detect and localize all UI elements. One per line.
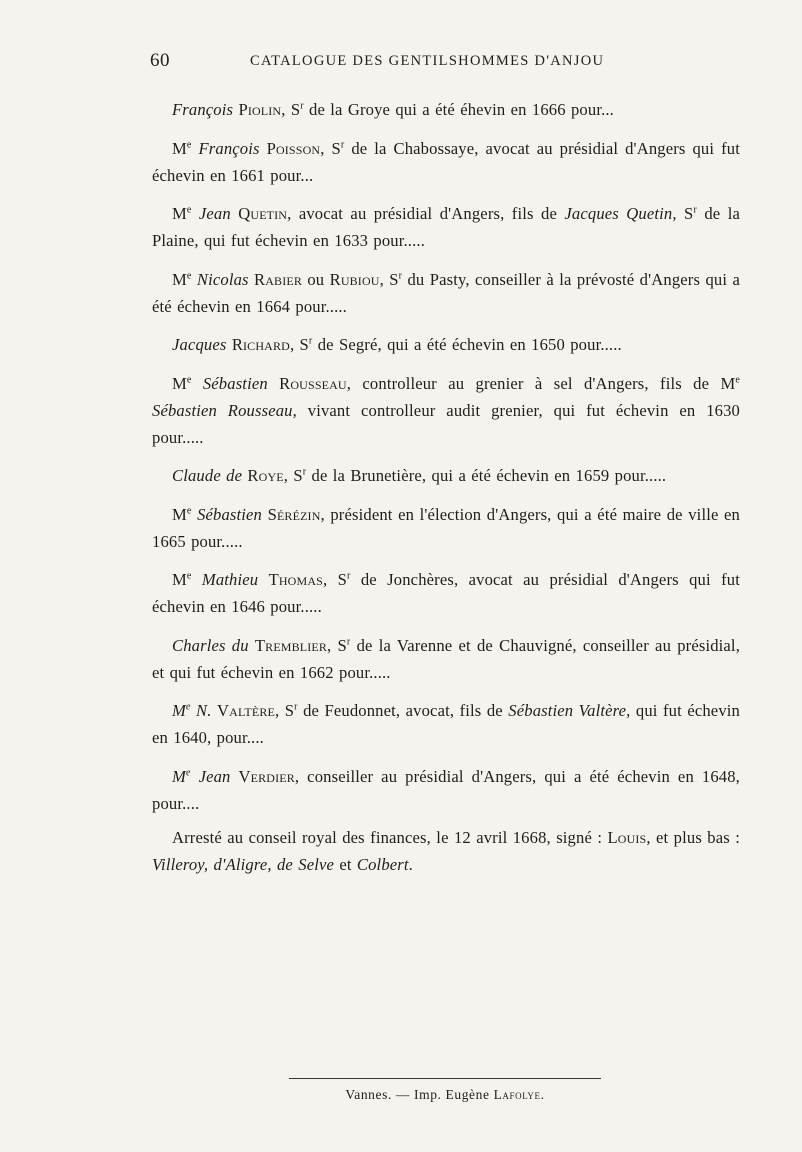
text: , S [320, 138, 341, 158]
given-name: François [198, 138, 260, 158]
surname: Roye [247, 466, 284, 485]
closing-statement [152, 824, 740, 878]
text: M [172, 504, 187, 524]
text [192, 374, 203, 393]
given-name: N. [196, 701, 212, 720]
text: M [172, 269, 187, 289]
given-name: Sébastien [197, 504, 263, 524]
text: de la Brunetière, qui a été échevin en 1659 pour..... [306, 466, 667, 485]
text: , S [281, 100, 301, 119]
entry-rabier [152, 266, 740, 320]
italic-name: Sébastien Rousseau, [152, 400, 297, 420]
running-title: CATALOGUE DES GENTILSHOMMES D'ANJOU [250, 53, 605, 69]
co-signatories: Villeroy, d'Aligre, de Selve [152, 855, 335, 874]
text [192, 570, 202, 589]
text: , et plus bas : [646, 828, 740, 847]
text: , S [322, 570, 348, 589]
text [191, 767, 199, 786]
surname: Poisson [266, 138, 321, 158]
superscript: r [693, 204, 697, 216]
text: vivant controlleur audit grenier, qui fut échevin en 1630 pour..... [152, 400, 740, 447]
surname: Thomas [268, 570, 323, 589]
given-name: Jacques [172, 335, 227, 354]
imprint-divider [289, 1078, 601, 1079]
text: , avocat au présidial d'Angers, fils de [287, 204, 565, 223]
superscript: e [185, 701, 191, 713]
text: , controlleur au grenier à sel d'Angers, fils de M [346, 373, 736, 393]
text: du Pasty, conseiller à la prévosté d'Angers qui a été échevin en 1664 pour..... [152, 269, 740, 316]
text: M [172, 373, 187, 393]
entry-piolin [152, 96, 740, 123]
text [192, 204, 199, 223]
text: M [172, 701, 186, 720]
text: . [540, 1087, 545, 1102]
text: , président en l'élection d'Angers, qui a été maire de ville en 1665 pour..... [152, 504, 740, 551]
superscript: e [186, 269, 192, 281]
text: M [172, 766, 186, 786]
text: de Jonchères, avocat au présidial d'Angers qui fut échevin en 1646 pour..... [152, 570, 740, 616]
printer-name: Lafolye [493, 1087, 541, 1102]
superscript: r [308, 335, 313, 347]
text: S [676, 204, 694, 223]
text: de la Varenne et de Chauvigné, conseiller au présidial, et qui fut échevin en 1662 pour..... [152, 635, 740, 682]
superscript: r [300, 100, 304, 112]
text: . [408, 855, 413, 874]
surname: Rousseau [279, 373, 347, 393]
text: , S [283, 466, 303, 485]
text [268, 374, 279, 393]
text [260, 139, 267, 158]
superscript: r [340, 138, 345, 150]
surname: Piolin [238, 100, 282, 119]
page-header [150, 50, 740, 74]
superscript: r [302, 466, 307, 478]
given-name: Charles du [172, 635, 249, 655]
catalogue-entries [152, 96, 740, 890]
entry-tremblier [152, 632, 740, 686]
printer-imprint [289, 1087, 601, 1103]
text: , S [274, 701, 295, 720]
given-name: Claude de [172, 466, 243, 485]
entry-rousseau [152, 370, 740, 451]
text [231, 767, 239, 786]
superscript: r [294, 701, 298, 713]
entry-richard [152, 331, 740, 358]
surname: Richard [231, 335, 290, 354]
surname: Valtère [217, 701, 275, 720]
entry-thomas [152, 566, 740, 620]
italic-name: Jacques Quetin, [564, 204, 677, 223]
given-name: Mathieu [201, 570, 259, 589]
superscript: e [735, 373, 740, 385]
given-name: François [172, 100, 234, 119]
superscript: e [186, 138, 192, 150]
text: de Feudonnet, avocat, fils de [297, 701, 509, 720]
superscript: e [185, 766, 191, 778]
surname: Rabier [254, 269, 302, 289]
given-name: Nicolas [196, 269, 249, 289]
text: de la Groye qui a été éhevin en 1666 pour... [303, 100, 614, 119]
entry-quetin [152, 200, 740, 254]
entry-poisson [152, 135, 740, 189]
given-name: Jean [198, 766, 231, 786]
given-name: Sébastien [202, 373, 268, 393]
surname: Rubiou [329, 269, 380, 289]
text: , S [379, 269, 399, 289]
text: , conseiller au présidial d'Angers, qui a été échevin en 1648, pour.... [152, 766, 740, 813]
text: de la Plaine, qui fut échevin en 1633 pour..... [152, 204, 740, 250]
text: , S [289, 335, 309, 354]
text: ou [301, 269, 330, 289]
superscript: r [346, 635, 351, 647]
superscript: e [186, 373, 192, 385]
text: de Segré, qui a été échevin en 1650 pour..... [312, 335, 622, 354]
superscript: e [186, 504, 192, 516]
text: Arresté au conseil royal des finances, le 12 avril 1668, signé : [172, 828, 608, 847]
text: , S [327, 635, 347, 655]
text: et [334, 855, 357, 874]
given-name: Jean [198, 204, 231, 223]
text: M [172, 138, 187, 158]
text: qui fut échevin en 1640, pour.... [152, 701, 740, 747]
entry-roye [152, 462, 740, 489]
superscript: e [186, 570, 192, 582]
text: M [172, 570, 187, 589]
superscript: r [347, 570, 351, 582]
page-number: 60 [150, 50, 170, 71]
superscript: r [398, 269, 403, 281]
text: M [172, 204, 187, 223]
surname: Quetin [238, 204, 288, 223]
co-signatory: Colbert [356, 855, 409, 874]
italic-name: Sébastien Valtère, [508, 701, 631, 720]
entry-verdier [152, 763, 740, 817]
entry-serezin [152, 501, 740, 555]
superscript: e [186, 204, 192, 216]
surname: Tremblier [254, 635, 328, 655]
surname: Sérézin [267, 504, 321, 524]
text: de la Chabossaye, avocat au présidial d'Angers qui fut échevin en 1661 pour... [152, 138, 740, 185]
signatory-name: Louis [607, 828, 647, 847]
surname: Verdier [238, 766, 295, 786]
entry-valtere [152, 697, 740, 751]
text [258, 570, 268, 589]
text: Vannes. — Imp. Eugène [345, 1087, 494, 1102]
